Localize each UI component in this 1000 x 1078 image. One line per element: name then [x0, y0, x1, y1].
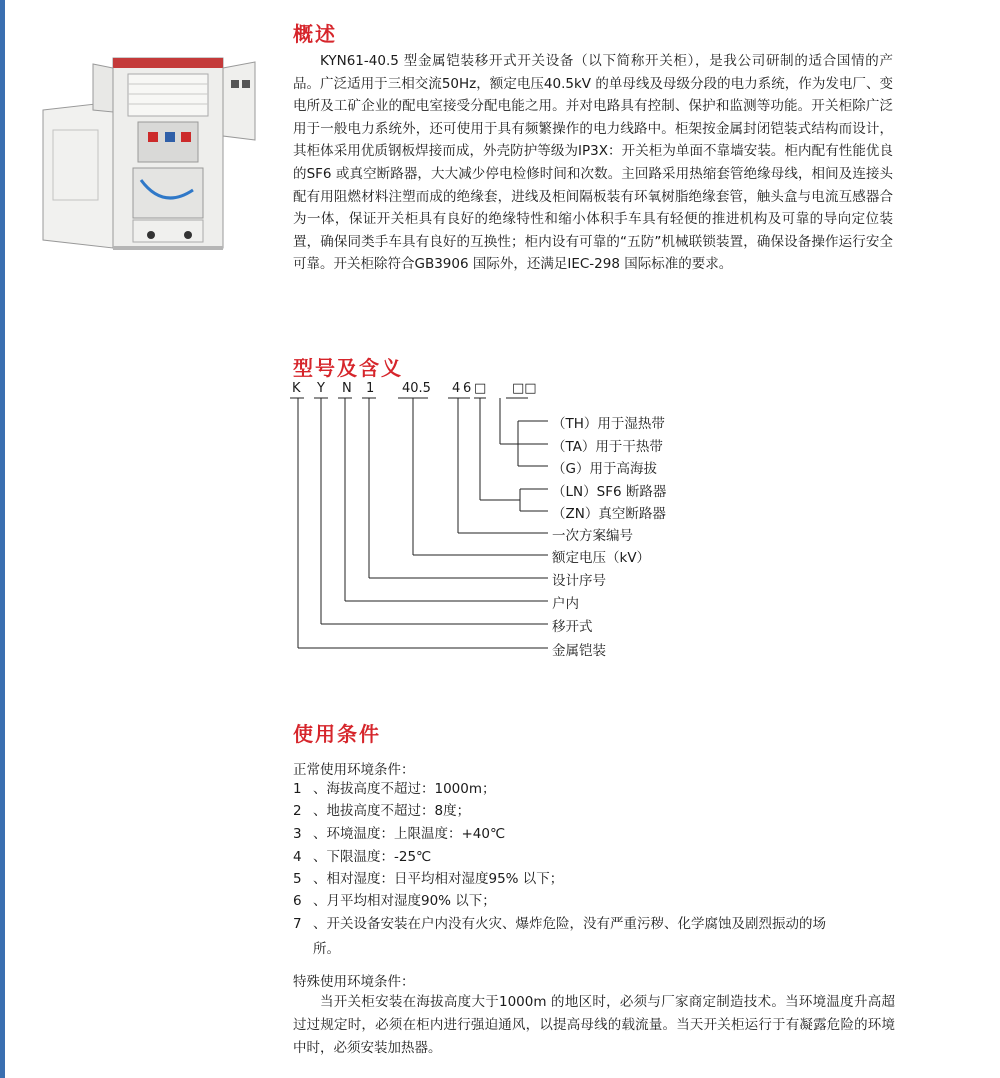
- meaning-scheme-number: 一次方案编号: [552, 528, 633, 544]
- conditions-heading: 使用条件: [293, 722, 381, 746]
- condition-number: 6: [293, 893, 302, 909]
- meaning-th: （TH）用于湿热带: [552, 416, 665, 432]
- condition-item: [293, 890, 903, 912]
- code-letter-n: N: [342, 381, 352, 396]
- meaning-ln: （LN）SF6 断路器: [552, 484, 667, 500]
- meaning-g: （G）用于高海拔: [552, 461, 657, 477]
- condition-text: 、月平均相对湿度90% 以下；: [313, 893, 496, 909]
- code-letter-k: K: [292, 381, 301, 396]
- condition-item: [293, 823, 903, 845]
- condition-item: [293, 778, 903, 800]
- special-conditions-heading: 特殊使用环境条件：: [293, 974, 415, 990]
- code-digit-1: 1: [366, 381, 375, 396]
- condition-text: 、下限温度：-25℃: [313, 849, 432, 865]
- condition-item: [293, 846, 903, 868]
- overview-paragraph: KYN61-40.5 型金属铠装移开式开关设备（以下简称开关柜），是我公司研制的适合国情的产品。广泛适用于三相交流50Hz，额定电压40.5kV 的单母线及母级分段的电力系统，作为发电厂、变电所及工矿企业的配电室接受分配电能之用。并对电路具有控制、保护和监测等功能。开关柜除广泛用于一般电力系统外，还可使用于具有频繁操作的电力线路中。柜架按金属封闭铠装式结构而设计，其柜体采用优质钢板焊接而成，外壳防护等级为IP3X：开关柜为单面不靠墙安装。柜内配有性能优良的SF6 或真空断路器，大大减少停电检修时间和次数。主回路采用热缩套管绝缘母线，相间及连接头配有用阻燃材料注塑而成的绝缘套，进线及柜间隔板装有环氧树脂绝缘套管，触头盒与电流互感器合为一体，保证开关柜具有良好的绝缘特性和缩小体积手车具有轻便的推进机构及可靠的导向定位装置，确保同类手车具有良好的互换性；柜内设有可靠的“五防”机械联锁装置，确保设备操作运行安全可靠。开关柜除符合GB3906 国际外，还满足IEC-298 国际标准的要求。: [293, 53, 893, 273]
- code-digit-6: 6: [463, 381, 472, 396]
- condition-text: 、开关设备安装在户内没有火灾、爆炸危险，没有严重污秽、化学腐蚀及剧烈振动的场: [313, 916, 826, 932]
- meaning-design-serial: 设计序号: [552, 573, 606, 589]
- code-voltage: 40.5: [402, 381, 431, 396]
- condition-text: 、相对湿度：日平均相对湿度95% 以下；: [313, 871, 564, 887]
- switchgear-cabinet-image: [33, 40, 258, 255]
- meaning-metal-clad: 金属铠装: [552, 643, 606, 659]
- condition-number: 1: [293, 781, 302, 797]
- overview-heading: 概述: [293, 22, 337, 46]
- code-box-2: □□: [512, 381, 537, 396]
- condition-text: 、海拔高度不超过：1000m；: [313, 781, 496, 797]
- normal-conditions-heading: 正常使用环境条件：: [293, 762, 415, 778]
- left-edge-stripe: [0, 0, 5, 1078]
- condition-text: 、地拔高度不超过：8度；: [313, 803, 471, 819]
- code-digit-4: 4: [452, 381, 461, 396]
- meaning-ta: （TA）用于干热带: [552, 439, 663, 455]
- condition-number: 4: [293, 849, 302, 865]
- meaning-withdrawable: 移开式: [552, 619, 593, 635]
- model-heading: 型号及含义: [293, 356, 403, 380]
- condition-item-7-continuation: 所。: [313, 941, 340, 957]
- special-conditions-paragraph: 当开关柜安装在海拔高度大于1000m 的地区时，必须与厂家商定制造技术。当环境温度升高超过过规定时，必须在柜内进行强迫通风，以提高母线的载流量。当天开关柜运行于有凝露危险的环境中时，必须安装加热器。: [293, 994, 895, 1056]
- condition-number: 5: [293, 871, 302, 887]
- meaning-rated-voltage: 额定电压（kV）: [552, 550, 651, 566]
- condition-item: [293, 800, 903, 822]
- condition-item: [293, 868, 903, 890]
- meaning-indoor: 户内: [552, 596, 579, 612]
- meaning-zn: （ZN）真空断路器: [552, 506, 666, 522]
- condition-text: 、环境温度：上限温度：+40℃: [313, 826, 506, 842]
- code-box-1: □: [474, 381, 487, 396]
- condition-number: 7: [293, 916, 302, 932]
- condition-item: [293, 913, 903, 935]
- condition-number: 3: [293, 826, 302, 842]
- condition-number: 2: [293, 803, 302, 819]
- code-letter-y: Y: [317, 381, 325, 396]
